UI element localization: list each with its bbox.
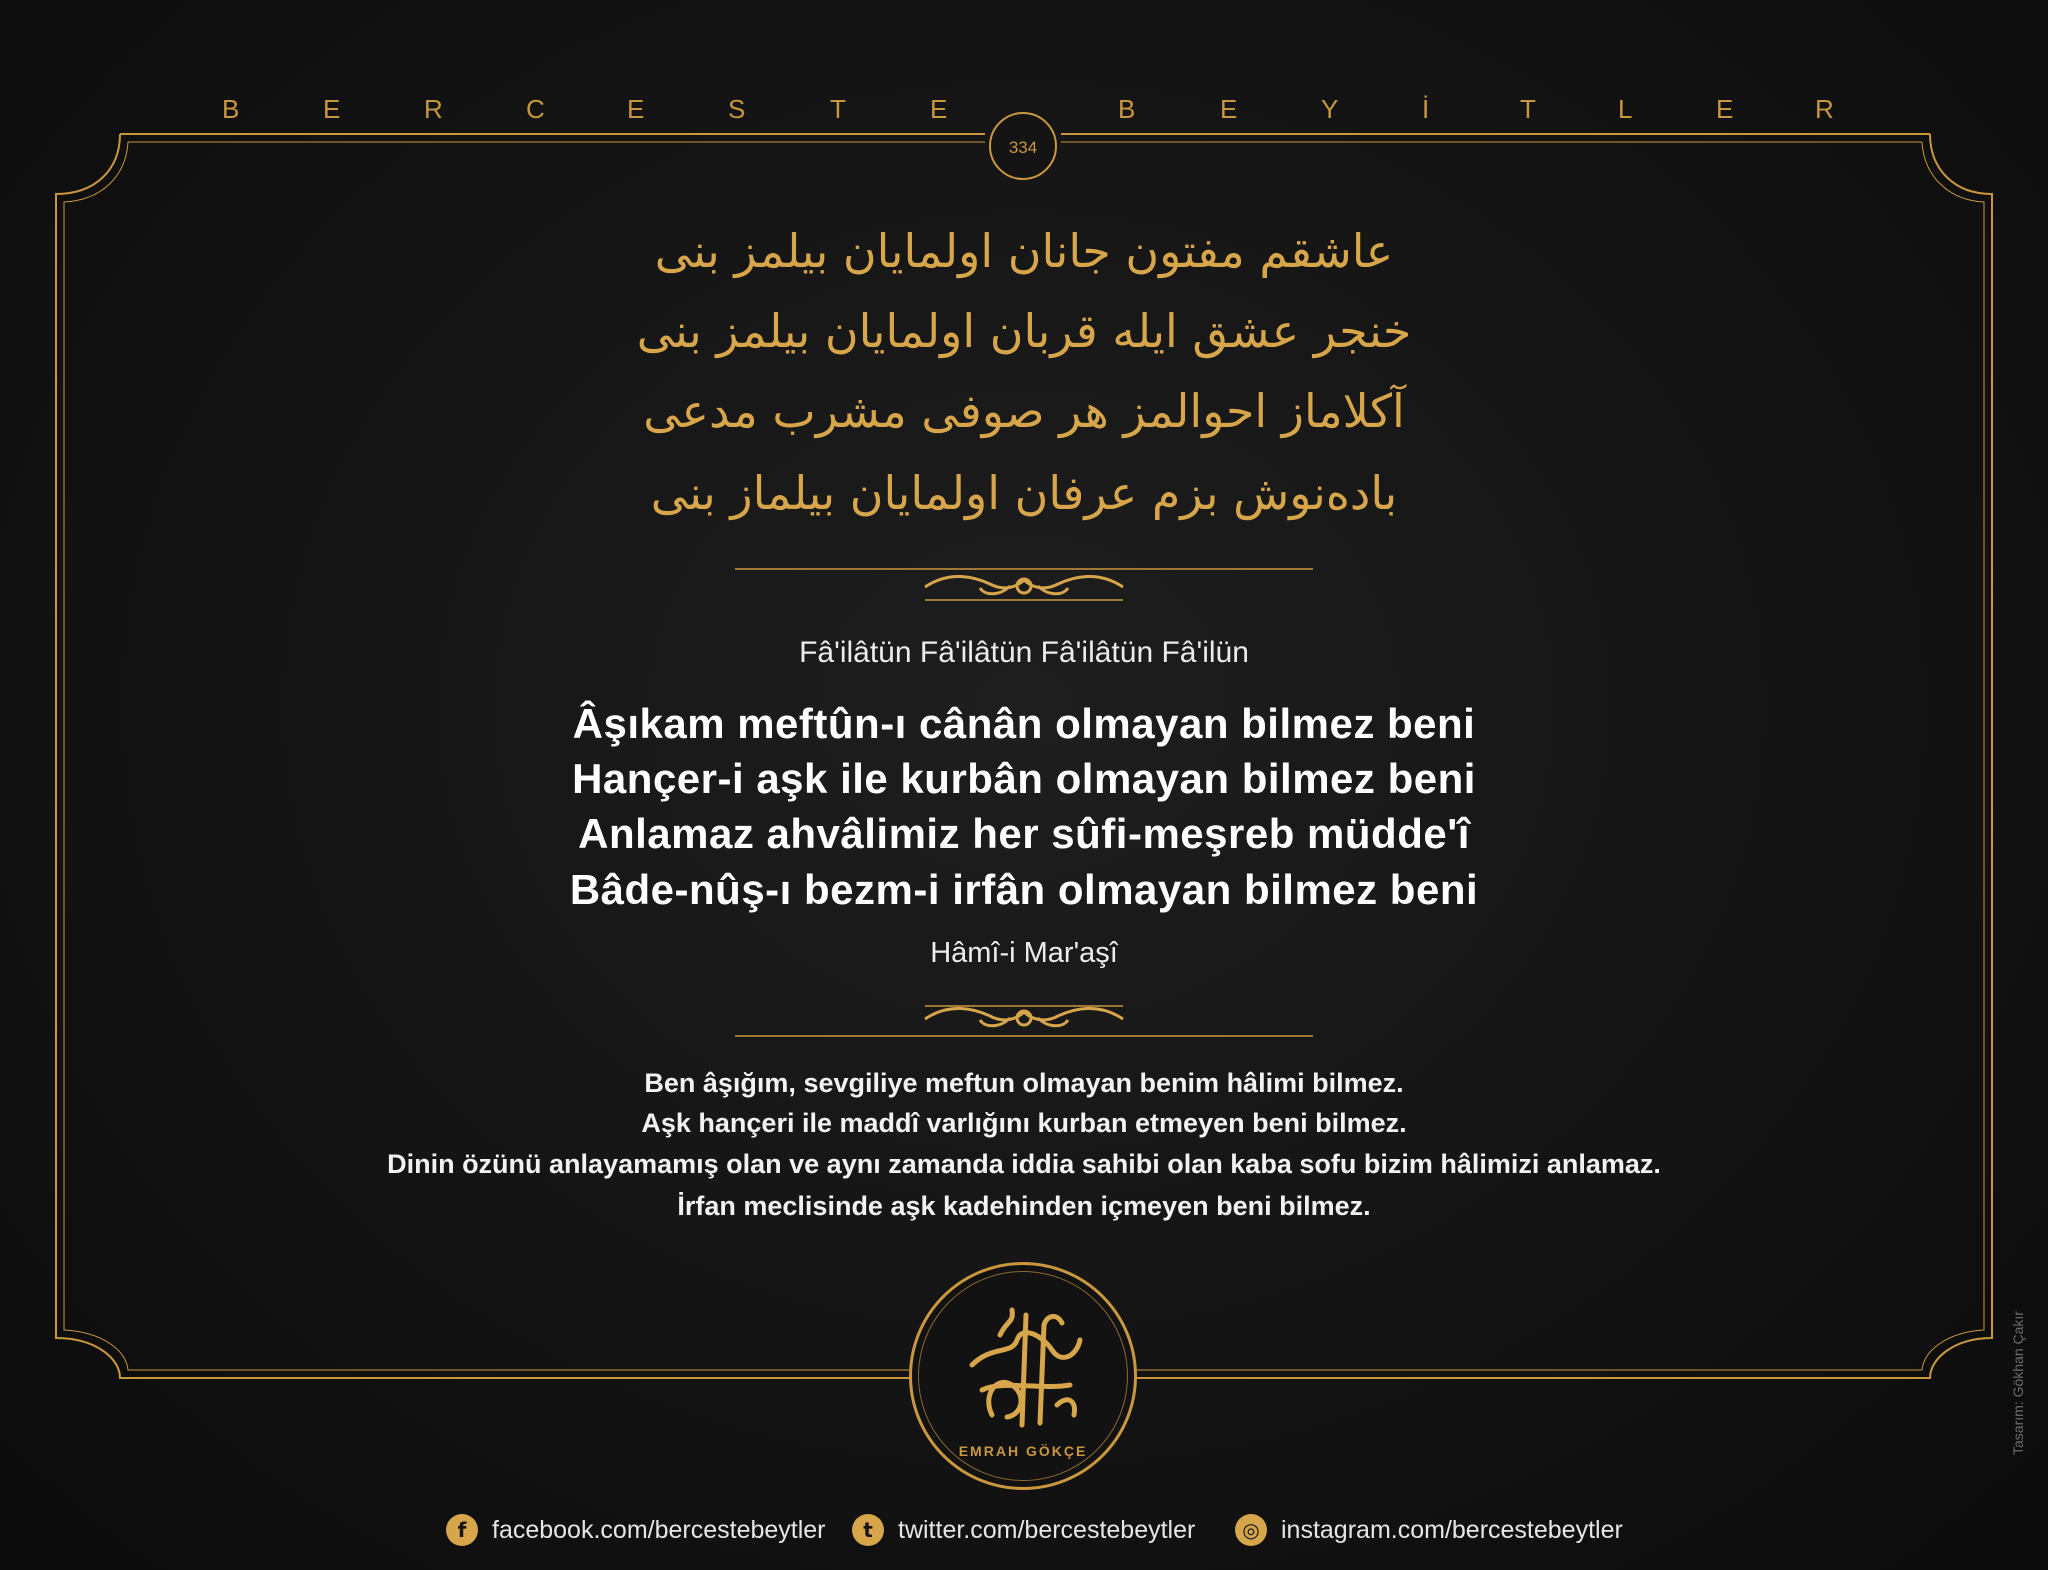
facebook-icon: f (446, 1514, 478, 1546)
arabic-line: آكلاماز احوالمز هر صوفى مشرب مدعى (643, 384, 1405, 438)
header-letter: İ (1422, 94, 1430, 124)
arabic-line: بادەنوش بزم عرفان اولمايان بيلماز بنى (650, 466, 1398, 520)
header-letter: E (323, 94, 341, 124)
twitter-icon: t (852, 1514, 884, 1546)
instagram-icon: ◎ (1235, 1514, 1267, 1546)
header-letter: S (728, 94, 746, 124)
verse-line: Âşıkam meftûn-ı cânân olmayan bilmez beni (572, 700, 1476, 747)
calligraphy-logo (909, 1262, 1137, 1490)
header-letter: T (830, 94, 846, 124)
header-letter: C (526, 94, 545, 124)
header-letter: T (1520, 94, 1536, 124)
arabic-line: خنجر عشق ايله قربان اولمايان بيلمز بنى (636, 304, 1412, 358)
instagram-link[interactable]: instagram.com/bercestebeytler (1281, 1515, 1623, 1544)
arabic-line: عاشقم مفتون جانان اولمايان بيلمز بنى (654, 224, 1394, 278)
header-letter: Y (1321, 94, 1339, 124)
header-letter: B (222, 94, 240, 124)
verse-line: Anlamaz ahvâlimiz her sûfi-meşreb müdde'î (578, 810, 1470, 857)
header-letter: R (424, 94, 443, 124)
header-letter: E (627, 94, 645, 124)
header-letter: E (1220, 94, 1238, 124)
designer-credit: Tasarım: Gökhan Çakır (2010, 1311, 2026, 1455)
verse-line: Hançer-i aşk ile kurbân olmayan bilmez beni (572, 755, 1476, 802)
translation-line: Ben âşığım, sevgiliye meftun olmayan benim hâlimi bilmez. (644, 1068, 1404, 1098)
twitter-link[interactable]: twitter.com/bercestebeytler (898, 1515, 1196, 1544)
social-facebook[interactable] (446, 1513, 826, 1547)
poet-name: Hâmî-i Mar'aşî (930, 937, 1118, 969)
ornament-divider-icon (925, 1008, 1123, 1025)
facebook-link[interactable]: facebook.com/bercestebeytler (492, 1515, 826, 1544)
verse-line: Bâde-nûş-ı bezm-i irfân olmayan bilmez beni (569, 866, 1479, 913)
header-letter: E (1716, 94, 1734, 124)
header-letter: R (1815, 94, 1834, 124)
translation-line: Dinin özünü anlayamamış olan ve aynı zamanda iddia sahibi olan kaba sofu bizim hâlimizi anlamaz. (387, 1149, 1661, 1179)
calligraphy-logo-icon (952, 1295, 1094, 1435)
meter-text: Fâ'ilâtün Fâ'ilâtün Fâ'ilâtün Fâ'ilün (799, 636, 1249, 669)
ornament-divider-icon (925, 576, 1123, 593)
social-twitter[interactable] (852, 1513, 1195, 1547)
social-instagram[interactable] (1235, 1513, 1623, 1547)
header-letter: B (1118, 94, 1136, 124)
translation-line: İrfan meclisinde aşk kadehinden içmeyen beni bilmez. (677, 1191, 1371, 1221)
header-letter: L (1618, 94, 1633, 124)
header-letter: E (930, 94, 948, 124)
page-number-badge: 334 (989, 112, 1057, 180)
translation-line: Aşk hançeri ile maddî varlığını kurban etmeyen beni bilmez. (641, 1108, 1407, 1138)
logo-name: EMRAH GÖKÇE (958, 1443, 1088, 1459)
